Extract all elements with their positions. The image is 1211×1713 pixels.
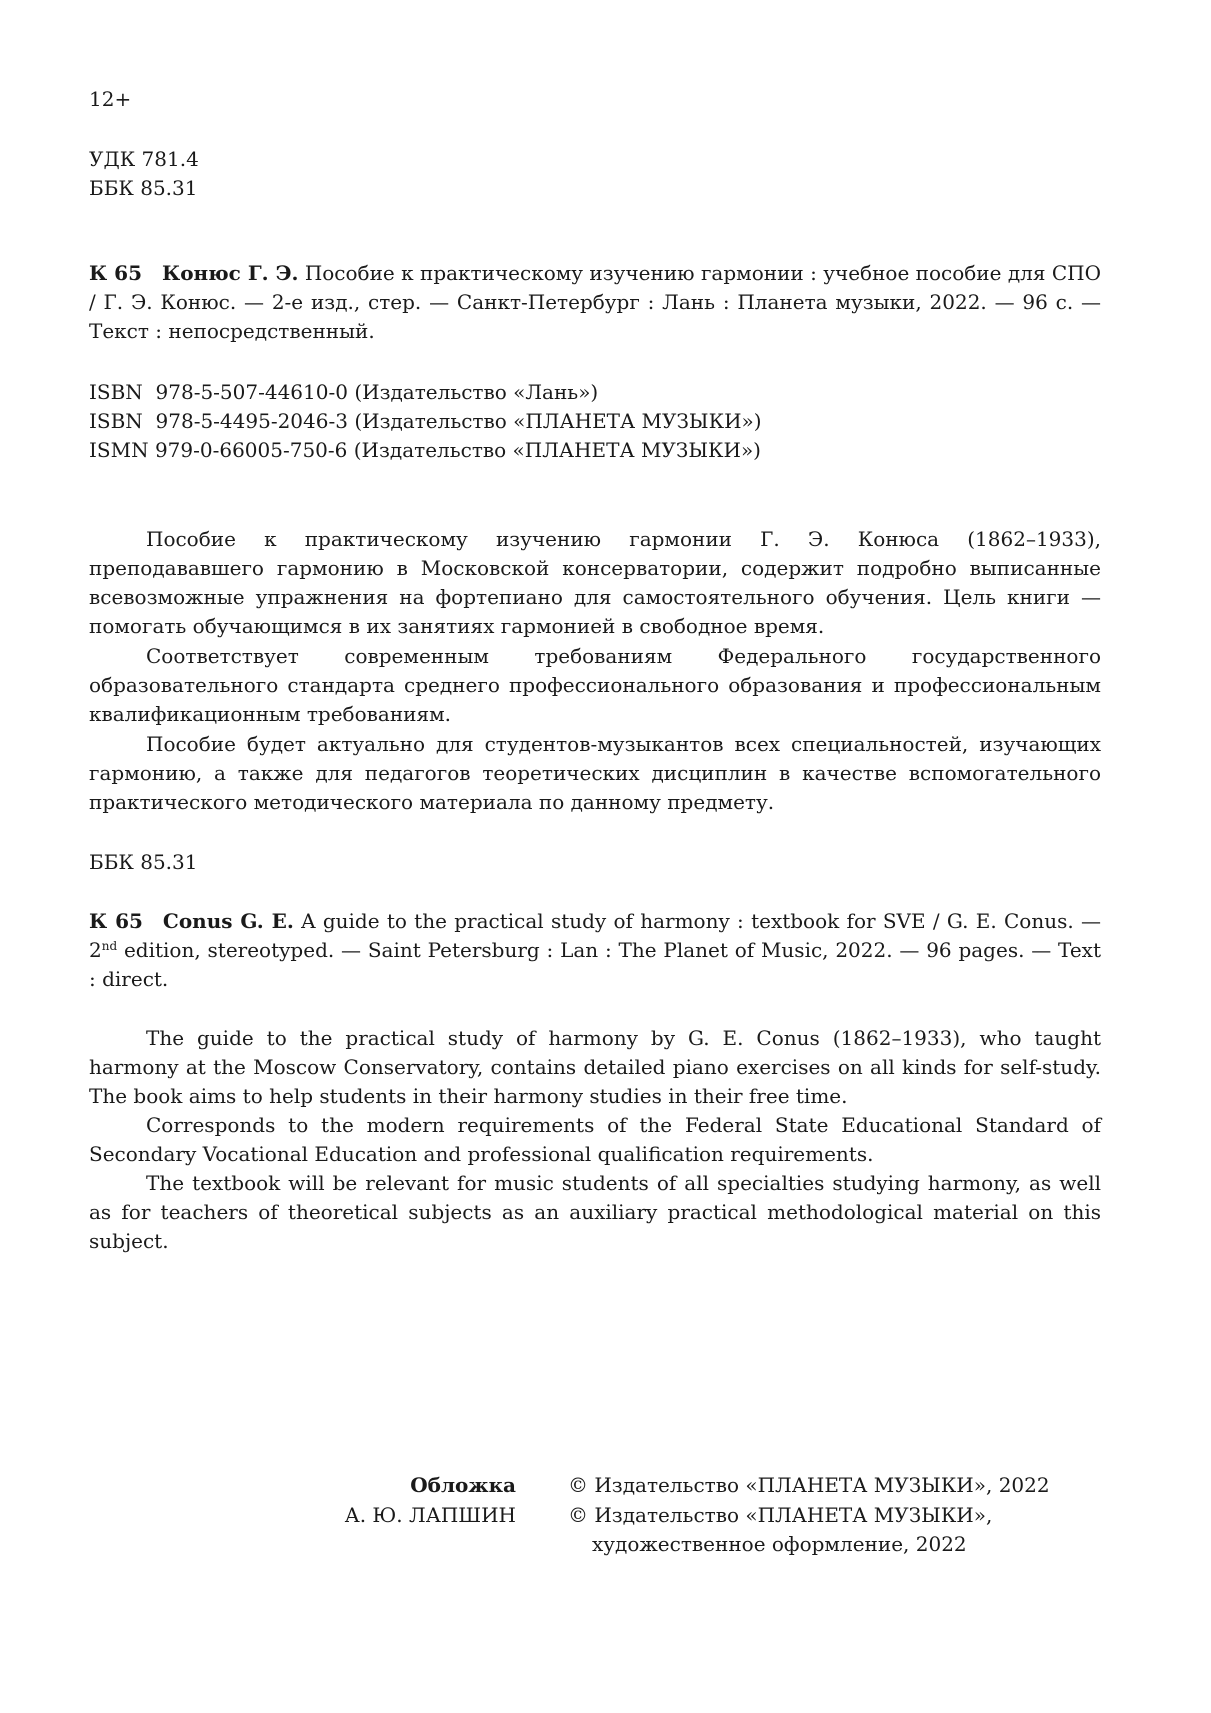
en-abstract-paragraph: The guide to the practical study of harmony by G. E. Conus (1862–1933), who taught harmony at the Moscow Conservatory, contains detailed piano exercises on all kinds for self-study. The book aims to help students in their harmony studies in their free time.	[89, 1026, 1101, 1108]
en-record-code: К 65	[89, 909, 143, 933]
bbk-code: ББК 85.31	[89, 176, 198, 200]
ru-abstract-paragraph: Пособие к практическому изучению гармонии Г. Э. Конюса (1862–1933), преподававшего гармонию в Московской консерватории, содержит подробно выписанные всевозможные упражнения на фортепиано для самостоятельного обучения. Цель книги — помогать обучающимся в их занятиях гармонией в свободное время.	[89, 527, 1101, 638]
isbn-lan: ISBN 978-5-507-44610-0 (Издательство «Лань»)	[89, 380, 599, 404]
ru-abstract-paragraph: Пособие будет актуально для студентов-музыкантов всех специальностей, изучающих гармонию, а также для педагогов теоретических дисциплин в качестве вспомогательного практического методического материала по данному предмету.	[89, 732, 1101, 814]
ru-bibliographic-record	[89, 259, 1101, 346]
en-bibliographic-record	[89, 907, 1101, 994]
ru-record-code: К 65	[89, 261, 142, 285]
en-record-text-b: edition, stereotyped. — Saint Petersburg : Lan : The Planet of Music, 2022. — 96 pages. — Text : direct.	[89, 938, 1101, 991]
en-record-superscript: nd	[101, 939, 118, 953]
copyright-line-2: © Издательство «ПЛАНЕТА МУЗЫКИ»,	[568, 1503, 993, 1527]
ismn-planet: ISMN 979-0-66005-750-6 (Издательство «ПЛАНЕТА МУЗЫКИ»)	[89, 438, 761, 462]
udk-code: УДК 781.4	[89, 147, 199, 171]
cover-artist: А. Ю. ЛАПШИН	[344, 1503, 516, 1527]
en-abstract-paragraph: The textbook will be relevant for music students of all specialties studying harmony, as well as for teachers of theoretical subjects as an auxiliary practical methodological material on this subject.	[89, 1171, 1101, 1253]
copyright-line-3: художественное оформление, 2022	[592, 1532, 967, 1556]
copyright-line-1: © Издательство «ПЛАНЕТА МУЗЫКИ», 2022	[568, 1473, 1050, 1497]
age-rating: 12+	[89, 87, 132, 111]
ru-abstract-paragraph: Соответствует современным требованиям Федерального государственного образовательного стандарта среднего профессионального образования и профессиональным квалификационным требованиям.	[89, 644, 1101, 726]
ru-record-text: Пособие к практическому изучению гармонии : учебное пособие для СПО / Г. Э. Конюс. — 2-е изд., стер. — Санкт-Петербург : Лань : Планета музыки, 2022. — 96 с. — Текст : непосредственный.	[89, 261, 1101, 343]
ru-record-author: Конюс Г. Э.	[162, 261, 299, 285]
en-record-author: Conus G. E.	[162, 909, 294, 933]
en-abstract-paragraph: Corresponds to the modern requirements of the Federal State Educational Standard of Secondary Vocational Education and professional qualification requirements.	[89, 1113, 1101, 1166]
bbk-code-2: ББК 85.31	[89, 850, 198, 874]
cover-label: Обложка	[410, 1473, 516, 1497]
en-record-text-a: A guide to the practical study of harmony : textbook for SVE / G. E. Conus. — 2	[89, 909, 1102, 962]
isbn-planet: ISBN 978-5-4495-2046-3 (Издательство «ПЛАНЕТА МУЗЫКИ»)	[89, 409, 762, 433]
